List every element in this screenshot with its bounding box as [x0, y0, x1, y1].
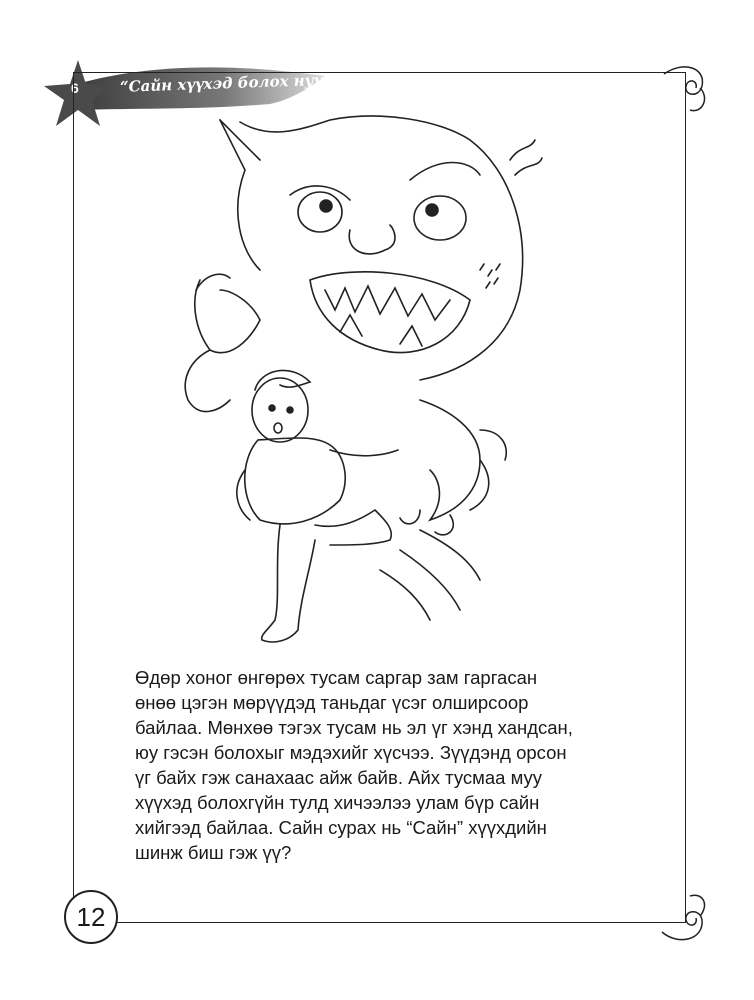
story-line: Өдөр хоног өнгөрөх тусам саргар зам гаргасан	[135, 667, 538, 688]
header-title: “Сайн хүүхэд болох нууц”	[119, 70, 344, 96]
monster-chasing-boy-illustration	[150, 100, 590, 650]
story-line: өнөө цэгэн мөрүүдэд таньдаг үсэг олширсоор	[135, 692, 529, 713]
flourish-icon	[654, 886, 714, 946]
flourish-icon	[654, 60, 714, 120]
story-line: үг байх гэж санахаас айж байв. Айх тусмаа муу	[135, 767, 543, 788]
story-line: хүүхэд болохгүйн тулд хичээлээ улам бүр сайн	[135, 792, 540, 813]
story-text	[135, 665, 640, 865]
story-line: юу гэсэн болохыг мэдэхийг хүсчээ. Зүүдэнд орсон	[135, 742, 567, 763]
story-line: байлаа. Мөнхөө тэгэх тусам нь эл үг хэнд хандсан,	[135, 717, 573, 738]
header-badge-number: 6	[71, 80, 79, 96]
story-line: хийгээд байлаа. Сайн сурах нь “Сайн” хүүхдийн	[135, 817, 547, 838]
page-number: 12	[76, 901, 106, 932]
story-line: шинж биш гэж үү?	[135, 842, 292, 863]
page-number-badge	[64, 890, 118, 944]
